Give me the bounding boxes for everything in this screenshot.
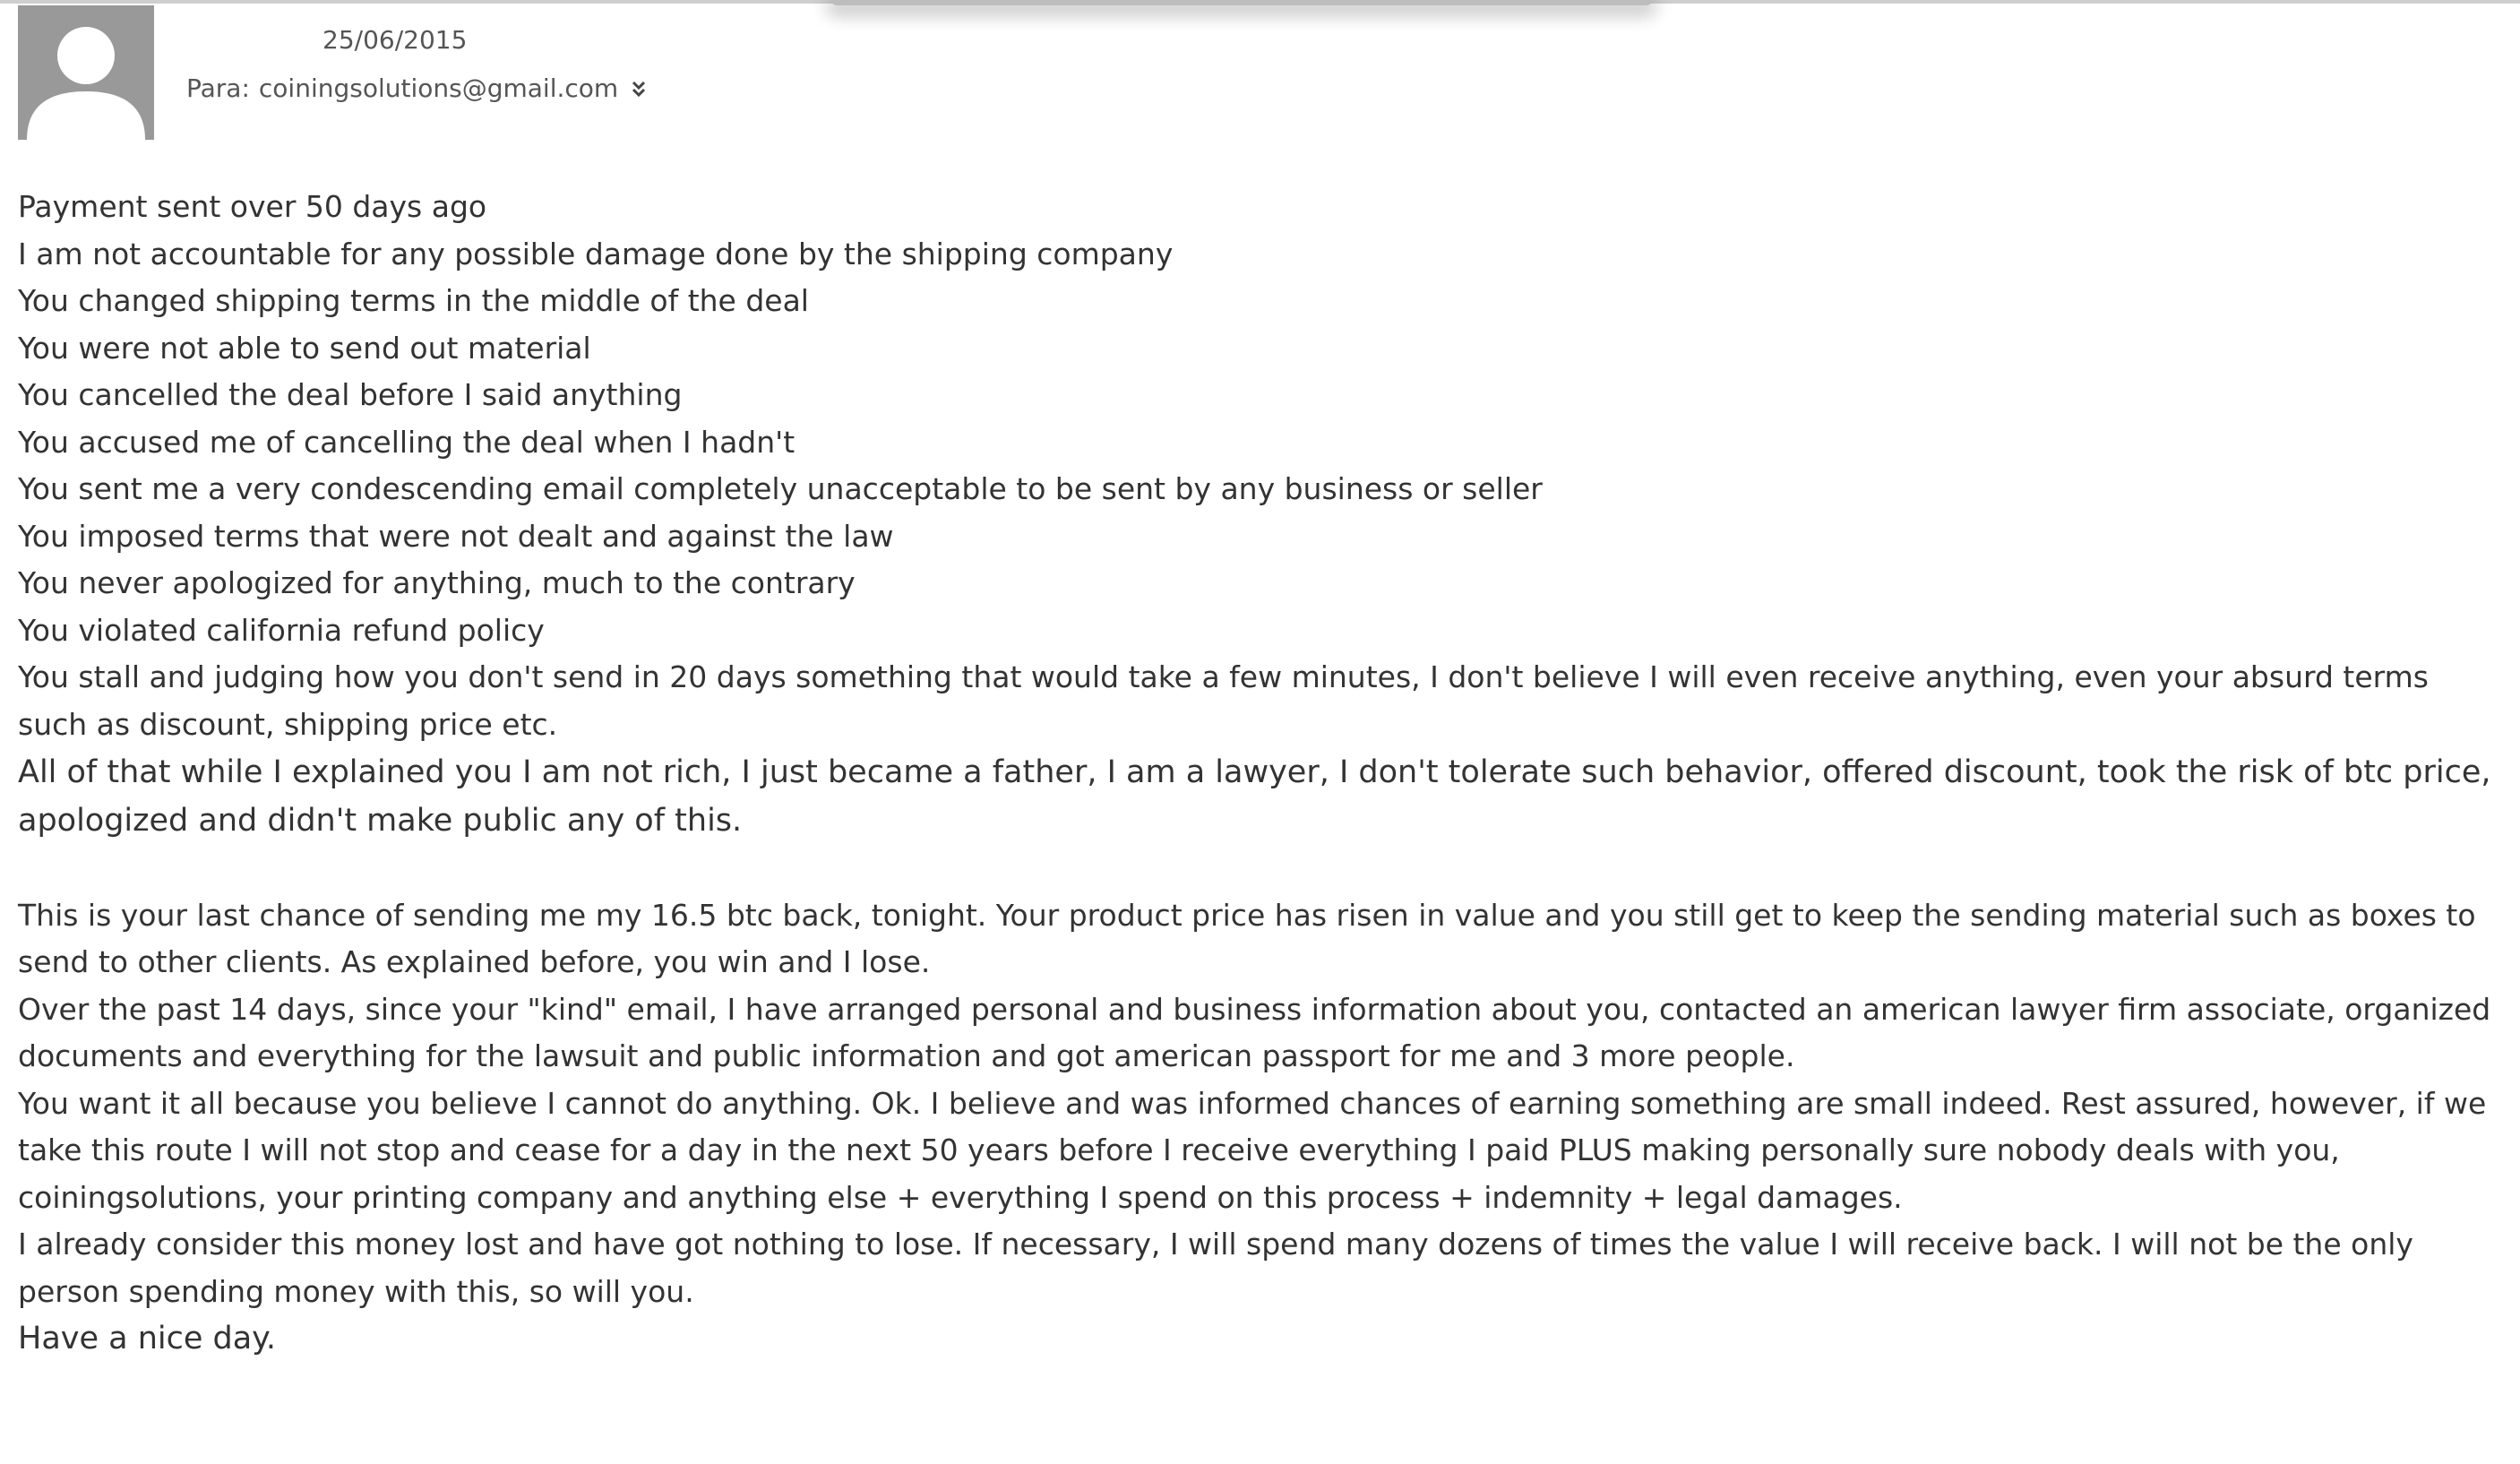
window-edge-shadow: [831, 0, 1652, 5]
message-date: 25/06/2015: [323, 25, 468, 55]
message-line: You were not able to send out material: [18, 330, 591, 366]
sender-avatar: [18, 5, 154, 140]
message-line: You violated california refund policy: [18, 612, 545, 648]
message-paragraph: You want it all because you believe I cannot do anything. Ok. I believe and was informed chances of earning something are small indeed. Rest assured, however, if we take this route I will not stop and cease for a day in the next 50 years before I receive everything I paid PLUS making personally sure nobody deals with you, coiningsolutions, your printing company and anything else + everything I spend on this process + indemnity + legal damages.: [18, 1085, 2487, 1215]
message-line: You accused me of cancelling the deal when I hadn't: [18, 424, 796, 460]
double-chevron-down-icon[interactable]: [631, 79, 647, 99]
message-closing: Have a nice day.: [18, 1321, 277, 1356]
message-line: You imposed terms that were not dealt and against the law: [18, 518, 894, 554]
message-line: You sent me a very condescending email completely unacceptable to be sent by any business or seller: [18, 471, 1543, 506]
message-line: Payment sent over 50 days ago: [18, 189, 487, 224]
person-silhouette-icon: [18, 5, 154, 140]
message-line: All of that while I explained you I am not rich, I just became a father, I am a lawyer, I don't tolerate such behavior, offered discount, took the risk of btc price, apologized and didn't make public any of this.: [18, 754, 2491, 839]
recipient-label: Para:: [186, 73, 250, 103]
message-paragraph: I already consider this money lost and have got nothing to lose. If necessary, I will spend many dozens of times the value I will receive back. I will not be the only person spending money with this, so will you.: [18, 1227, 2413, 1309]
message-paragraph: This is your last chance of sending me my 16.5 btc back, tonight. Your product price has risen in value and you still get to keep the sending material such as boxes to send to other clients. As explained before, you win and I lose.: [18, 897, 2476, 979]
paragraph-spacer: [18, 845, 2499, 892]
recipient-address[interactable]: coiningsolutions@gmail.com: [258, 73, 619, 103]
message-paragraph: Over the past 14 days, since your "kind" email, I have arranged personal and business information about you, contacted an american lawyer firm associate, organized documents and everything for the lawsuit and public information and got american passport for me and 3 more people.: [18, 991, 2491, 1073]
message-line: I am not accountable for any possible damage done by the shipping company: [18, 236, 1174, 271]
message-line: You cancelled the deal before I said anything: [18, 377, 683, 412]
recipient-line: [186, 73, 647, 104]
message-line: You changed shipping terms in the middle of the deal: [18, 283, 809, 318]
message-line: You stall and judging how you don't send in 20 days something that would take a few minutes, I don't believe I will even receive anything, even your absurd terms such as discount, shipping price etc.: [18, 659, 2429, 742]
message-body: [18, 184, 2499, 1363]
message-line: You never apologized for anything, much to the contrary: [18, 565, 856, 600]
